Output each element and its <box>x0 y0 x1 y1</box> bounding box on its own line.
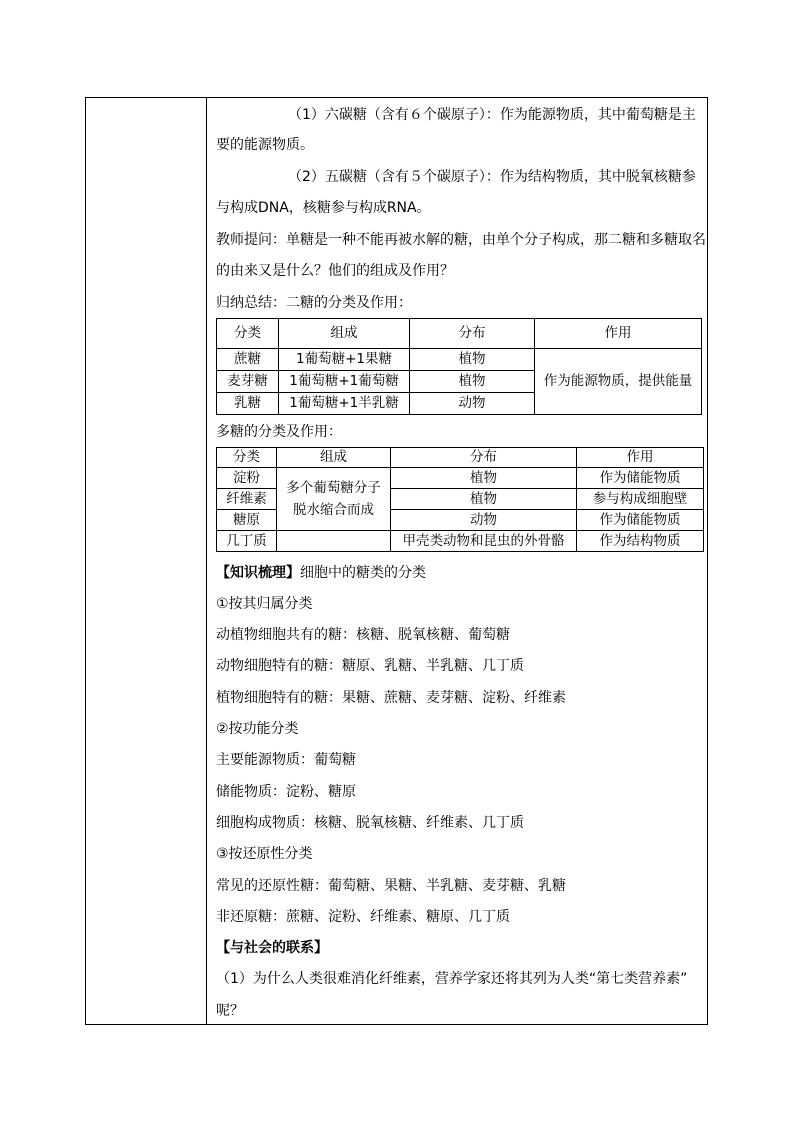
function-cell: 作为储能物质 <box>577 468 704 489</box>
table-row <box>217 468 704 489</box>
distribution-cell: 植物 <box>391 468 577 489</box>
composition-cell <box>277 468 391 531</box>
header-cell: 作用 <box>577 448 704 468</box>
section-by-reducibility: ③按还原性分类 <box>216 846 313 862</box>
name-cell: 纤维素 <box>217 489 277 510</box>
paragraph-hexose: （1）六碳糖（含有６个碳原子）：作为能源物质，其中葡萄糖是主 <box>288 107 696 123</box>
left-column-cell <box>86 98 207 1024</box>
knowledge-heading-text: 细胞中的糖类的分类 <box>300 565 426 581</box>
composition-cell: 1葡萄糖+1半乳糖 <box>279 393 410 415</box>
summary-disaccharide: 归纳总结：二糖的分类及作用： <box>216 295 412 311</box>
distribution-cell: 植物 <box>410 349 535 371</box>
polysaccharide-title: 多糖的分类及作用： <box>216 424 342 440</box>
name-cell: 蔗糖 <box>217 349 279 371</box>
paragraph-hexose-cont: 要的能源物质。 <box>216 137 314 153</box>
header-cell: 分类 <box>217 319 279 349</box>
function-cell: 作为结构物质 <box>577 531 704 552</box>
header-cell: 分类 <box>217 448 277 468</box>
list-item: 非还原糖：蔗糖、淀粉、纤维素、糖原、几丁质 <box>216 909 510 925</box>
section-by-belonging: ①按其归属分类 <box>216 596 313 612</box>
header-cell: 分布 <box>410 319 535 349</box>
function-cell: 参与构成细胞壁 <box>577 489 704 510</box>
name-cell: 几丁质 <box>217 531 277 552</box>
distribution-cell: 动物 <box>410 393 535 415</box>
disaccharide-table <box>216 318 702 415</box>
knowledge-heading-bracket: 【知识梳理】 <box>216 565 300 581</box>
list-item: 主要能源物质：葡萄糖 <box>216 752 356 768</box>
knowledge-heading <box>216 564 426 582</box>
society-heading: 【与社会的联系】 <box>216 940 328 956</box>
paragraph-pentose: （2）五碳糖（含有５个碳原子）：作为结构物质，其中脱氧核糖参 <box>288 169 696 185</box>
list-item: 储能物质：淀粉、糖原 <box>216 784 356 800</box>
teacher-question-cont: 的由来又是什么？他们的组成及作用？ <box>216 263 454 279</box>
lesson-table <box>85 97 708 1025</box>
list-item: 动植物细胞共有的糖：核糖、脱氧核糖、葡萄糖 <box>216 627 510 643</box>
teacher-question: 教师提问：单糖是一种不能再被水解的糖，由单个分子构成，那二糖和多糖取名 <box>216 232 706 248</box>
name-cell: 麦芽糖 <box>217 371 279 393</box>
header-cell: 作用 <box>535 319 702 349</box>
header-cell: 分布 <box>391 448 577 468</box>
distribution-cell: 甲壳类动物和昆虫的外骨骼 <box>391 531 577 552</box>
distribution-cell: 植物 <box>410 371 535 393</box>
header-cell: 组成 <box>279 319 410 349</box>
composition-cell: 1葡萄糖+1果糖 <box>279 349 410 371</box>
composition-cell: 1葡萄糖+1葡萄糖 <box>279 371 410 393</box>
society-question: （1）为什么人类很难消化纤维素，营养学家还将其列为人类“第七类营养素” <box>216 971 688 987</box>
name-cell: 糖原 <box>217 510 277 531</box>
composition-line: 脱水缩合而成 <box>293 502 374 518</box>
distribution-cell: 动物 <box>391 510 577 531</box>
list-item: 常见的还原性糖：葡萄糖、果糖、半乳糖、麦芽糖、乳糖 <box>216 878 566 894</box>
name-cell: 乳糖 <box>217 393 279 415</box>
polysaccharide-table <box>216 447 704 552</box>
distribution-cell: 植物 <box>391 489 577 510</box>
header-cell: 组成 <box>277 448 391 468</box>
society-question-cont: 呢？ <box>216 1003 244 1019</box>
function-cell: 作为能源物质，提供能量 <box>535 349 702 415</box>
table-header-row <box>217 319 702 349</box>
section-by-function: ②按功能分类 <box>216 721 299 737</box>
list-item: 动物细胞特有的糖：糖原、乳糖、半乳糖、几丁质 <box>216 658 524 674</box>
table-row <box>217 349 702 371</box>
paragraph-pentose-cont: 与构成DNA，核糖参与构成RNA。 <box>216 200 431 216</box>
list-item: 细胞构成物质：核糖、脱氧核糖、纤维素、几丁质 <box>216 815 524 831</box>
list-item: 植物细胞特有的糖：果糖、蔗糖、麦芽糖、淀粉、纤维素 <box>216 690 566 706</box>
composition-line: 多个葡萄糖分子 <box>286 480 381 496</box>
composition-cell-empty <box>277 531 391 552</box>
table-row <box>217 531 704 552</box>
table-header-row <box>217 448 704 468</box>
name-cell: 淀粉 <box>217 468 277 489</box>
function-cell: 作为储能物质 <box>577 510 704 531</box>
